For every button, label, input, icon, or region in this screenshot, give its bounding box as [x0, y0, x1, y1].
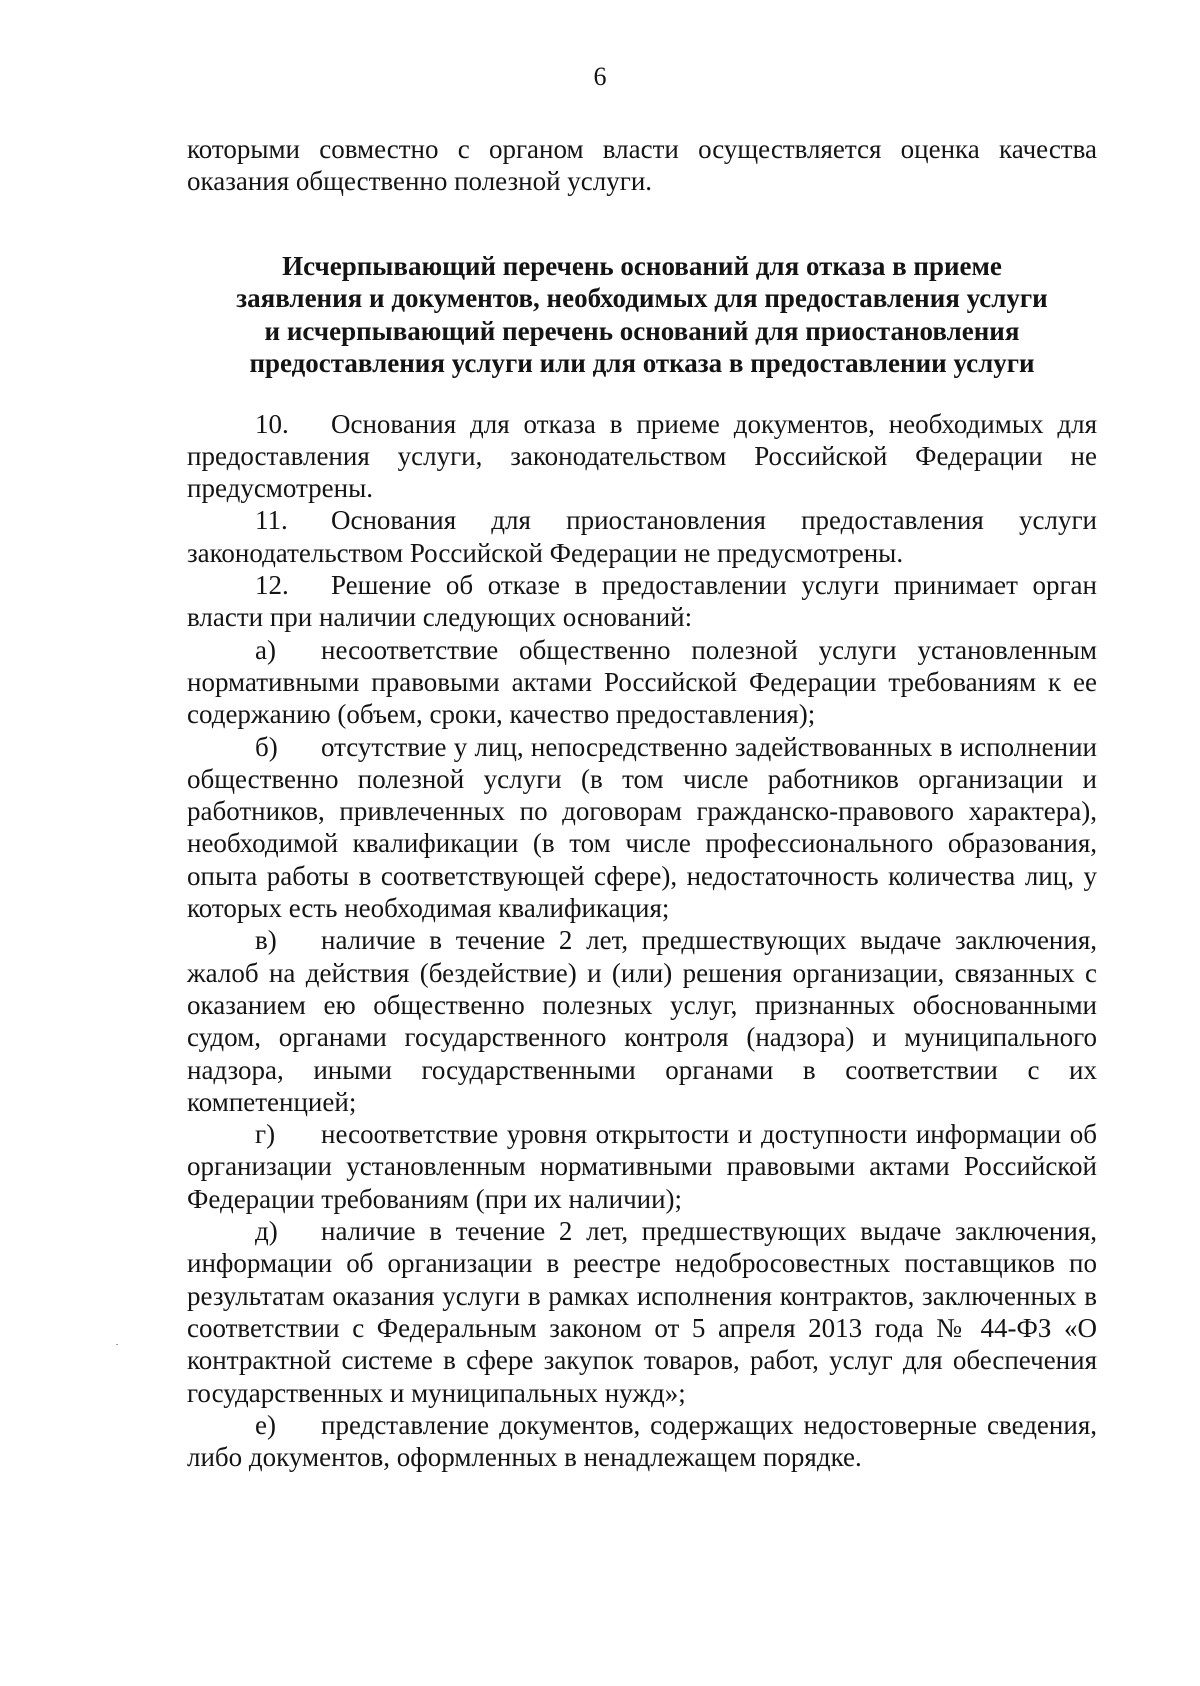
item-text: несоответствие уровня открытости и доступности информации об организации установленным нормативными правовыми актами Российской Федерации требованиям (при их наличии);	[187, 1119, 1097, 1214]
item-text: несоответствие общественно полезной услуги установленным нормативными правовыми актами Российской Федерации требованиям к ее содержанию (объем, сроки, качество предоставления);	[187, 634, 1097, 730]
section-heading	[187, 250, 1097, 380]
item-e	[187, 1409, 1097, 1474]
item-text: наличие в течение 2 лет, предшествующих выдаче заключения, информации об организации в реестре недобросовестных поставщиков по результатам оказания услуги в рамках исполнения контрактов, заключенных в соответствии с Федеральным законом от 5 апреля 2013 года № 44-ФЗ «О контрактной системе в сфере закупок товаров, работ, услуг для обеспечения государственных и муниципальных нужд»;	[187, 1216, 1097, 1408]
item-letter: в)	[255, 925, 277, 956]
intro-paragraph: которыми совместно с органом власти осуществляется оценка качества оказания общественно полезной услуги.	[187, 134, 1097, 197]
clause-10	[187, 408, 1097, 505]
page-number: 6	[593, 62, 607, 91]
clause-text: Решение об отказе в предоставлении услуги принимает орган власти при наличии следующих оснований:	[187, 570, 1097, 633]
item-letter: г)	[255, 1119, 276, 1150]
item-a	[187, 634, 1097, 731]
item-g	[187, 1118, 1097, 1215]
clause-number: 12.	[255, 570, 289, 601]
clause-number: 10.	[255, 408, 289, 439]
section-heading-line: заявления и документов, необходимых для предоставления услуги	[236, 283, 1048, 314]
clause-11	[187, 504, 1097, 569]
item-v	[187, 924, 1097, 1118]
document-body	[187, 133, 1097, 1473]
item-letter: д)	[255, 1216, 278, 1247]
clause-text: Основания для отказа в приеме документов, необходимых для предоставления услуги, законодательством Российской Федерации не предусмотрены.	[187, 408, 1097, 504]
item-letter: б)	[255, 731, 278, 762]
clause-number: 11.	[255, 505, 288, 536]
item-text: отсутствие у лиц, непосредственно задействованных в исполнении общественно полезной услуги (в том числе работников организации и работников, привлеченных по договорам гражданско-правового характера), необходимой квалификации (в том числе профессионального образования, опыта работы в соответствующей сфере), недостаточность количества лиц, у которых есть необходимая квалификация;	[187, 731, 1097, 924]
item-letter: е)	[255, 1409, 276, 1440]
item-letter: а)	[255, 634, 276, 665]
scan-artifact	[116, 1344, 118, 1345]
section-heading-line: предоставления услуги или для отказа в предоставлении услуги	[249, 348, 1035, 379]
clause-12	[187, 569, 1097, 634]
item-d	[187, 1215, 1097, 1409]
section-heading-line: и исчерпывающий перечень оснований для приостановления	[264, 315, 1020, 346]
clause-text: Основания для приостановления предоставления услуги законодательством Российской Федерации не предусмотрены.	[187, 505, 1097, 568]
item-text: наличие в течение 2 лет, предшествующих выдаче заключения, жалоб на действия (бездействие) и (или) решения организации, связанных с оказанием ею общественно полезных услуг, признанных обоснованными судом, органами государственного контроля (надзора) и муниципального надзора, иными государственными органами в соответствии с их компетенцией;	[187, 925, 1097, 1117]
item-b	[187, 731, 1097, 925]
item-text: представление документов, содержащих недостоверные сведения, либо документов, оформленных в ненадлежащем порядке.	[187, 1409, 1097, 1473]
section-heading-line: Исчерпывающий перечень оснований для отказа в приеме	[282, 250, 1002, 281]
